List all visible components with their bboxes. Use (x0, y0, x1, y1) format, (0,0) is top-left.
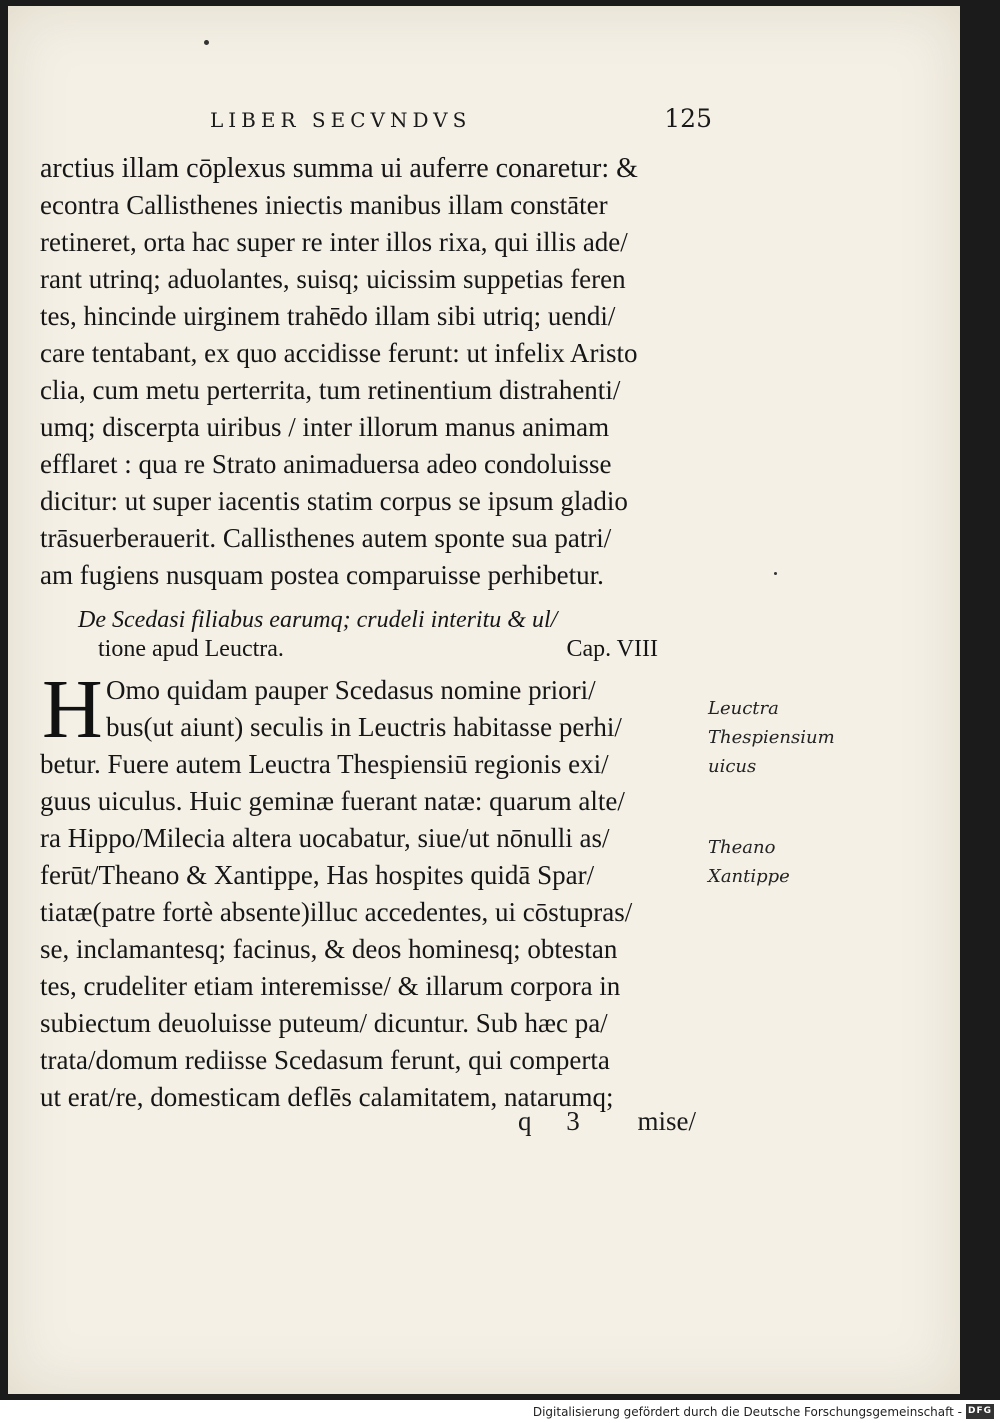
text-line: umq; discerpta uiribus / inter illorum manus animam (40, 412, 610, 442)
text-line: bus(ut aiunt) seculis in Leuctris habitasse perhi/ (106, 712, 622, 742)
running-head (182, 102, 712, 136)
page-footer (40, 1106, 696, 1142)
margin-note: Thespiensium (708, 727, 835, 748)
margin-note-group (708, 694, 858, 781)
funding-credit: Digitalisierung gefördert durch die Deutsche Forschungsgemeinschaft - (532, 1405, 962, 1419)
text-line: ra Hippo/Milecia altera uocabatur, siue/ut nōnulli as/ (40, 823, 610, 853)
text-line: care tentabant, ex quo accidisse ferunt: ut infelix Aristo (40, 338, 638, 368)
text-line: rant utrinq; aduolantes, suisq; uicissim suppetias feren (40, 264, 626, 294)
margin-note: Theano (708, 837, 776, 858)
text-line: tiatæ(patre fortè absente)illuc accedentes, ui cōstupras/ (40, 897, 633, 927)
text-line: trāsuerberauerit. Callisthenes autem sponte sua patri/ (40, 523, 612, 553)
drop-cap: H (42, 663, 103, 756)
chapter-heading-line (78, 635, 696, 664)
text-line: guus uiculus. Huic geminæ fuerant natæ: quarum alte/ (40, 786, 625, 816)
margin-note: Xantippe (708, 866, 790, 887)
running-title: LIBER SECVNDVS (210, 108, 472, 132)
margin-note-group (708, 833, 858, 891)
text-line: tes, hincinde uirginem trahēdo illam sibi utriq; uendi/ (40, 301, 616, 331)
text-line: dicitur: ut super iacentis statim corpus se ipsum gladio (40, 486, 628, 516)
text-line: arctius illam cōplexus summa ui auferre conaretur: & (40, 153, 638, 184)
dfg-logo-icon: DFG (966, 1404, 994, 1419)
text-line: am fugiens nusquam postea comparuisse perhibetur. (40, 560, 604, 590)
ink-speck (204, 40, 209, 45)
text-line: clia, cum metu perterrita, tum retinentium distrahenti/ (40, 375, 621, 405)
ink-speck (774, 572, 777, 575)
margin-note: uicus (708, 756, 757, 777)
text-line: ut erat/re, domesticam deflēs calamitatem, natarumq; (40, 1082, 614, 1112)
chapter-heading-text: tione apud Leuctra. (98, 636, 284, 662)
text-line: efflaret : qua re Strato animaduersa adeo condoluisse (40, 449, 612, 479)
text-line: econtra Callisthenes iniectis manibus illam constāter (40, 190, 608, 220)
funding-bar (0, 1400, 1000, 1423)
margin-note: Leuctra (708, 698, 779, 719)
text-line: retineret, orta hac super re inter illos rixa, qui illis ade/ (40, 227, 628, 257)
chapter-heading-line: De Scedasi filiabus earumq; crudeli interitu & ul/ (78, 607, 558, 633)
margin-notes (708, 694, 858, 891)
text-line: Omo quidam pauper Scedasus nomine priori/ (106, 675, 596, 705)
folio-number: 125 (664, 104, 712, 133)
text-line: trata/domum rediisse Scedasum ferunt, qui comperta (40, 1045, 610, 1075)
chapter-heading (40, 606, 696, 664)
text-line: betur. Fuere autem Leuctra Thespiensiū regionis exi/ (40, 749, 609, 779)
text-line: subiectum deuoluisse puteum/ dicuntur. Sub hæc pa/ (40, 1008, 608, 1038)
chapter-label: Cap. VIII (566, 636, 658, 662)
catchword: mise/ (637, 1106, 696, 1136)
text-line: tes, crudeliter etiam interemisse/ & illarum corpora in (40, 971, 621, 1001)
text-block (40, 150, 696, 1116)
text-line: se, inclamantesq; facinus, & deos hominesq; obtestan (40, 934, 618, 964)
text-line: ferūt/Theano & Xantippe, Has hospites quidā Spar/ (40, 860, 595, 890)
signature-mark: q 3 (518, 1106, 594, 1136)
chapter-body (40, 663, 696, 1116)
